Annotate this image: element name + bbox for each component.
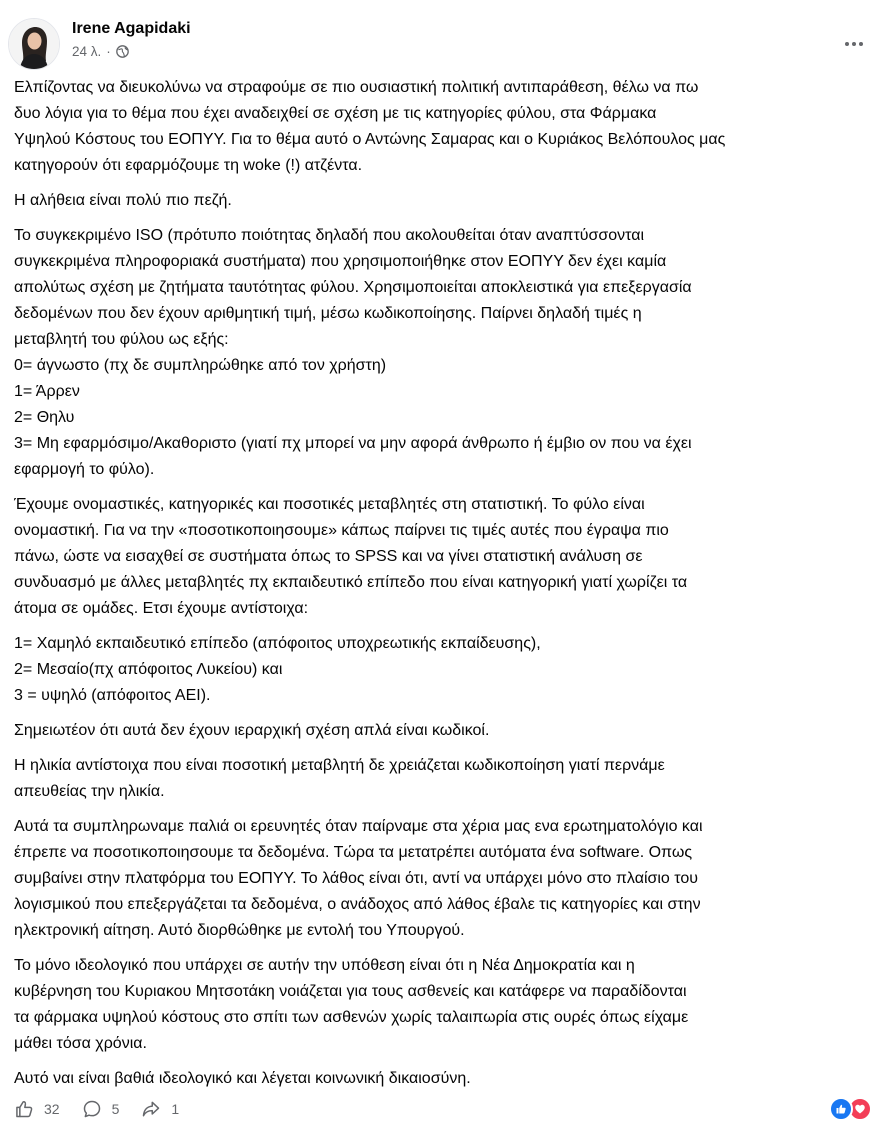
post-timestamp[interactable]: 24 λ. (72, 44, 102, 59)
more-icon-dot (852, 42, 856, 46)
post-paragraph: Αυτό ναι είναι βαθιά ιδεολογικό και λέγεται κοινωνική δικαιοσύνη. (14, 1070, 471, 1087)
share-icon (141, 1099, 161, 1119)
comment-icon (82, 1099, 102, 1119)
reactions-summary[interactable] (829, 1097, 872, 1121)
more-icon (845, 42, 849, 46)
comments-count: 5 (111, 1101, 120, 1117)
post-header (8, 12, 872, 70)
thumbs-up-icon (14, 1099, 34, 1119)
like-button[interactable] (14, 1099, 60, 1119)
post-paragraph: Αυτά τα συμπληρωναμε παλιά οι ερευνητές όταν παίρναμε στα χέρια μας ενα ερωτηματολόγιο και έπρεπε να ποσοτικοποιησουμε τα δεδομένα. Τώρα τα μετατρέπει αυτόματα ένα software. Οπως συμβαίνει στην πλατφόρμα του ΕΟΠΥΥ. Το λάθος είναι ότι, αντί να υπάρχει μόνο στο πλαίσιο του λογισμικού που επεξεργάζεται τα δεδομένα, ο ανάδοχος από λάθος έβαλε τις κατηγορίες και στην ηλεκτρονική αίτηση. Αυτό διορθώθηκε με εντολή του Υπουργού. (14, 818, 703, 939)
post-paragraph: Σημειωτέον ότι αυτά δεν έχουν ιεραρχική σχέση απλά είναι κωδικοί. (14, 722, 490, 739)
avatar-photo (9, 19, 59, 69)
comment-button[interactable] (82, 1099, 120, 1119)
post-body (14, 75, 872, 1101)
post-paragraph: Ελπίζοντας να διευκολύνω να στραφούμε σε πιο ουσιαστική πολιτική αντιπαράθεση, θέλω να πω δυο λόγια για το θέμα που έχει αναδειχθεί σε σχέση με τις κατηγορίες φύλου, στα Φάρμακα Υψηλού Κόστους του ΕΟΠΥΥ. Για το θέμα αυτό ο Αντώνης Σαμαρας και ο Κυριάκος Βελόπουλος μας κατηγορούν ότι εφαρμόζουμε τη woke (!) ατζέντα. (14, 79, 726, 174)
globe-icon[interactable] (116, 45, 129, 58)
post-paragraph: Έχουμε ονομαστικές, κατηγορικές και ποσοτικές μεταβλητές στη στατιστική. Το φύλο είναι ονομαστική. Για να την «ποσοτικοποιησουμε» κάπως παίρνει τις τιμές αυτές που έγραψα πιο πάνω, ώστε να εισαχθεί σε συστήματα όπως το SPSS και να γίνει στατιστική ανάλυση σε συνδυασμό με άλλες μεταβλητές πχ εκπαιδευτικό επίπεδο που είναι κατηγορική γιατί χωρίζει τα άτομα σε ομάδες. Ετσι έχουμε αντίστοιχα: (14, 496, 688, 617)
more-options-button[interactable] (836, 32, 872, 56)
post-paragraph: Το συγκεκριμένο ISO (πρότυπο ποιότητας δηλαδή που ακολουθείται όταν αναπτύσσονται συγκεκριμένα πληροφοριακά συστήματα) που χρησιμοποιήθηκε στον ΕΟΠΥΥ δεν έχει καμία απολύτως σχέση με ζητήματα ταυτότητας φύλου. Χρησιμοποιείται αποκλειστικά για επεξεργασία δεδομένων που δεν έχουν αριθμητική τιμή, μέσω κωδικοποίησης. Παίρνει δηλαδή τιμές η μεταβλητή του φύλου ως εξής: 0= άγνωστο (πχ δε συμπληρώθηκε από τον χρήστη) 1= Άρρεν 2= Θηλυ 3= Μη εφαρμόσιμο/Ακαθοριστο (γιατί πχ μπορεί να μην αφορά άνθρωπο ή έμβιο ον που να έχει εφαρμογή το φύλο). (14, 227, 692, 478)
post-footer (14, 1096, 872, 1122)
more-icon-dot (859, 42, 863, 46)
like-reaction-icon (829, 1097, 853, 1121)
avatar[interactable] (8, 18, 60, 70)
shares-count: 1 (171, 1101, 180, 1117)
author-name[interactable]: Irene Agapidaki (72, 20, 191, 37)
meta-separator: · (106, 44, 111, 59)
likes-count: 32 (44, 1101, 60, 1117)
post-paragraph: Το μόνο ιδεολογικό που υπάρχει σε αυτήν την υπόθεση είναι ότι η Νέα Δημοκρατία και η κυβέρνηση του Κυριακου Μητσοτάκη νοιάζεται για τους ασθενείς και κατάφερε να παραδίδονται τα φάρμακα υψηλού κόστους στο σπίτι των ασθενών χωρίς ταλαιπωρία στις ουρές όπως είχαμε μάθει τόσα χρόνια. (14, 957, 689, 1052)
post-paragraph: 1= Χαμηλό εκπαιδευτικό επίπεδο (απόφοιτος υποχρεωτικής εκπαίδευσης), 2= Μεσαίο(πχ απόφοιτος Λυκείου) και 3 = υψηλό (απόφοιτος ΑΕΙ). (14, 635, 541, 704)
post-paragraph: Η αλήθεια είναι πολύ πιο πεζή. (14, 192, 232, 209)
post-paragraph: Η ηλικία αντίστοιχα που είναι ποσοτική μεταβλητή δε χρειάζεται κωδικοποίηση γιατί περνάμε απευθείας την ηλικία. (14, 757, 665, 800)
share-button[interactable] (141, 1099, 179, 1119)
post-meta (72, 44, 129, 59)
